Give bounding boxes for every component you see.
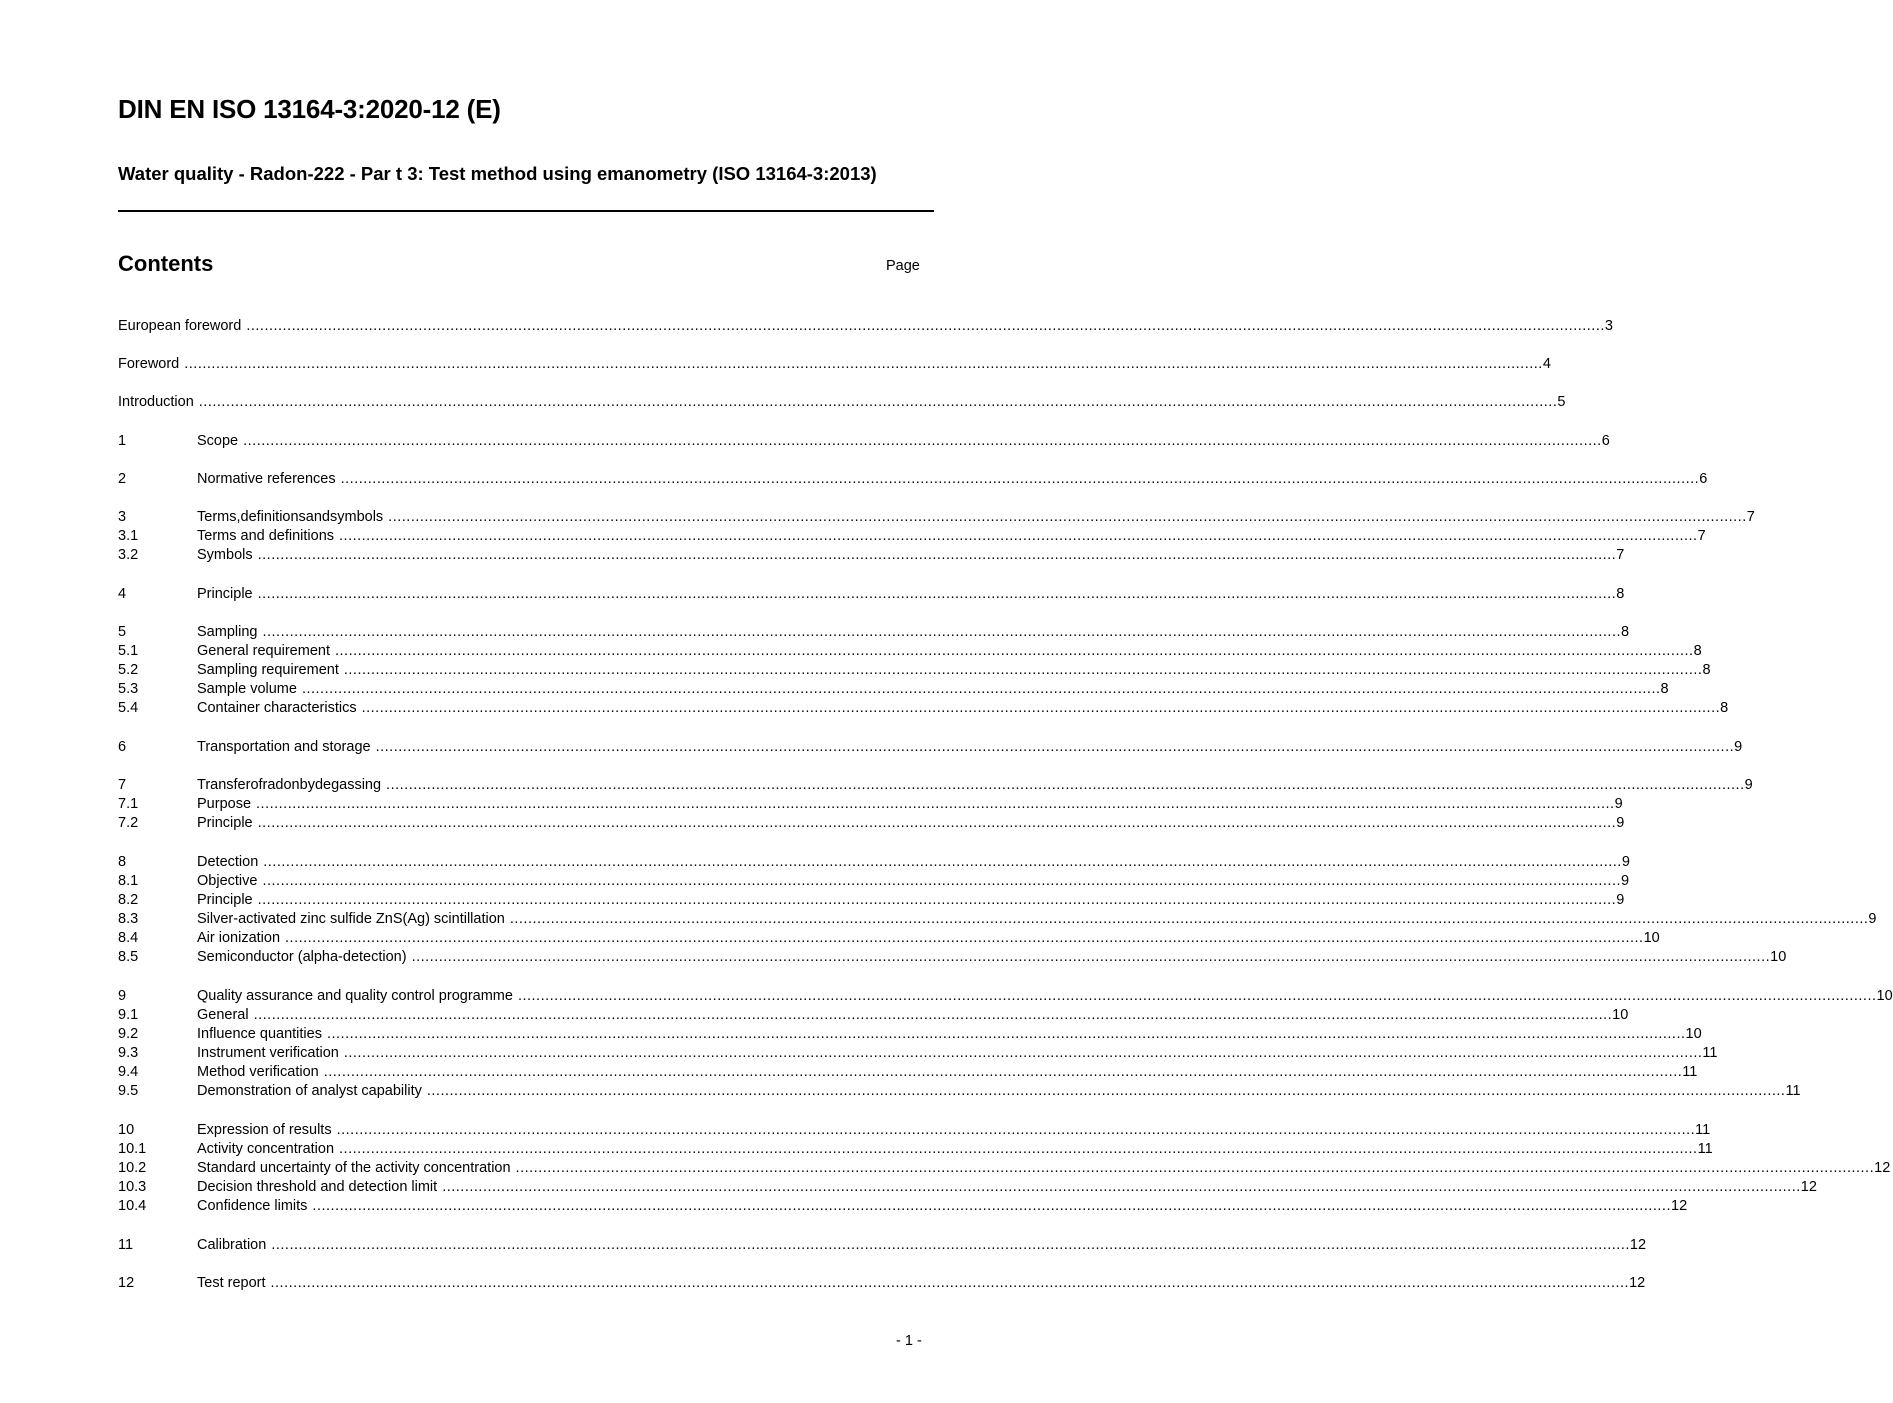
toc-entry[interactable] xyxy=(118,470,1708,489)
toc-entry-label: Influence quantities xyxy=(197,1026,322,1042)
title-divider xyxy=(118,210,934,212)
toc-entry-page: 4 xyxy=(1542,356,1551,372)
toc-entry[interactable] xyxy=(118,585,1625,604)
toc-entry[interactable] xyxy=(118,948,1787,967)
toc-entry-label: Instrument verification xyxy=(197,1045,339,1061)
toc-leader-dots: ............................................................................................................................................................................................................................................................................................................ xyxy=(262,873,1622,889)
toc-leader-dots: ............................................................................................................................................................................................................................................................................................................ xyxy=(375,739,1735,755)
toc-entry-page: 12 xyxy=(1629,1275,1646,1291)
toc-entry[interactable] xyxy=(118,317,1613,336)
toc-entry-label: Sampling xyxy=(197,624,258,640)
toc-entry[interactable] xyxy=(118,1121,1711,1140)
toc-entry-label: Transportation and storage xyxy=(197,739,371,755)
toc-entry-number: 7.2 xyxy=(118,815,139,831)
toc-entry[interactable] xyxy=(118,680,1669,699)
toc-leader-dots: ............................................................................................................................................................................................................................................................................................................ xyxy=(263,854,1622,870)
toc-entry-page: 9 xyxy=(1614,796,1623,812)
toc-entry-label: Scope xyxy=(197,433,239,449)
toc-entry[interactable] xyxy=(118,642,1702,661)
toc-entry-page: 11 xyxy=(1697,1141,1713,1157)
toc-entry-label: Activity concentration xyxy=(197,1141,335,1157)
toc-entry-page: 10 xyxy=(1876,988,1893,1004)
toc-entry-label: Demonstration of analyst capability xyxy=(197,1083,422,1099)
toc-entry-label: Confidence limits xyxy=(197,1198,308,1214)
toc-entry-number: 7 xyxy=(118,777,127,793)
toc-entry-page: 9 xyxy=(1734,739,1743,755)
toc-entry-label: Transferofradonbydegassing xyxy=(197,777,382,793)
toc-entry-page: 9 xyxy=(1616,892,1625,908)
toc-entry-number: 10.3 xyxy=(118,1179,147,1195)
toc-leader-dots: ............................................................................................................................................................................................................................................................................................................ xyxy=(340,471,1700,487)
toc-entry[interactable] xyxy=(118,355,1551,374)
toc-entry-number: 10.4 xyxy=(118,1198,147,1214)
toc-entry-number: 12 xyxy=(118,1275,135,1291)
toc-entry-page: 9 xyxy=(1616,815,1625,831)
toc-leader-dots: ............................................................................................................................................................................................................................................................................................................ xyxy=(515,1160,1875,1176)
toc-leader-dots: ............................................................................................................................................................................................................................................................................................................ xyxy=(257,547,1617,563)
toc-entry-page: 11 xyxy=(1785,1083,1801,1099)
toc-entry-number: 10 xyxy=(118,1122,135,1138)
toc-leader-dots: ............................................................................................................................................................................................................................................................................................................ xyxy=(386,777,1745,793)
toc-entry-page: 10 xyxy=(1685,1026,1702,1042)
contents-heading: Contents xyxy=(118,251,214,276)
toc-entry-number: 10.1 xyxy=(118,1141,147,1157)
toc-entry-number: 5.4 xyxy=(118,700,139,716)
document-subtitle: Water quality - Radon-222 - Par t 3: Test method using emanometry (ISO 13164-3:2013) xyxy=(118,163,877,184)
toc-entry[interactable] xyxy=(118,891,1625,910)
toc-entry-number: 8.4 xyxy=(118,930,139,946)
toc-leader-dots: ............................................................................................................................................................................................................................................................................................................ xyxy=(343,662,1703,678)
toc-entry-number: 3.1 xyxy=(118,528,139,544)
toc-entry-number: 4 xyxy=(118,586,127,602)
toc-entry[interactable] xyxy=(118,738,1743,757)
toc-entry[interactable] xyxy=(118,795,1623,814)
toc-leader-dots: ............................................................................................................................................................................................................................................................................................................ xyxy=(253,1007,1613,1023)
toc-leader-dots: ............................................................................................................................................................................................................................................................................................................ xyxy=(312,1198,1671,1214)
toc-entry-number: 9.5 xyxy=(118,1083,139,1099)
toc-entry-page: 6 xyxy=(1699,471,1708,487)
toc-leader-dots: ............................................................................................................................................................................................................................................................................................................ xyxy=(339,528,1698,544)
toc-entry-page: 12 xyxy=(1671,1198,1688,1214)
toc-leader-dots: ............................................................................................................................................................................................................................................................................................................ xyxy=(257,892,1617,908)
toc-entry-page: 11 xyxy=(1695,1122,1711,1138)
toc-entry[interactable] xyxy=(118,508,1755,527)
page-number: - 1 - xyxy=(896,1333,922,1349)
toc-entry-number: 8 xyxy=(118,854,127,870)
toc-entry-number: 9.4 xyxy=(118,1064,139,1080)
toc-entry-number: 1 xyxy=(118,433,127,449)
toc-leader-dots: ............................................................................................................................................................................................................................................................................................................ xyxy=(285,930,1644,946)
toc-entry-page: 12 xyxy=(1800,1179,1817,1195)
toc-entry-page: 3 xyxy=(1604,318,1613,334)
toc-entry-label: Terms,definitionsandsymbols xyxy=(197,509,384,525)
toc-leader-dots: ............................................................................................................................................................................................................................................................................................................ xyxy=(323,1064,1683,1080)
toc-entry[interactable] xyxy=(118,1063,1698,1082)
toc-entry-label: Foreword xyxy=(118,356,180,372)
toc-entry-label: Principle xyxy=(197,815,253,831)
toc-entry-page: 8 xyxy=(1621,624,1630,640)
toc-entry-label: Test report xyxy=(197,1275,266,1291)
toc-entry[interactable] xyxy=(118,853,1630,872)
toc-entry[interactable] xyxy=(118,393,1566,412)
toc-leader-dots: ............................................................................................................................................................................................................................................................................................................ xyxy=(517,988,1877,1004)
toc-entry-page: 9 xyxy=(1621,873,1630,889)
toc-entry-page: 9 xyxy=(1868,911,1877,927)
toc-leader-dots: ............................................................................................................................................................................................................................................................................................................ xyxy=(198,394,1558,410)
toc-entry[interactable] xyxy=(118,699,1729,718)
toc-entry-page: 10 xyxy=(1643,930,1660,946)
toc-leader-dots: ............................................................................................................................................................................................................................................................................................................ xyxy=(335,643,1694,659)
toc-entry-number: 9.3 xyxy=(118,1045,139,1061)
toc-entry-label: Objective xyxy=(197,873,258,889)
toc-leader-dots: ............................................................................................................................................................................................................................................................................................................ xyxy=(256,796,1615,812)
toc-entry-number: 5.3 xyxy=(118,681,139,697)
toc-entry-number: 2 xyxy=(118,471,127,487)
toc-entry-label: Sample volume xyxy=(197,681,297,697)
toc-entry[interactable] xyxy=(118,1082,1801,1101)
toc-entry-number: 8.5 xyxy=(118,949,139,965)
toc-entry[interactable] xyxy=(118,929,1660,948)
toc-entry-label: Terms and definitions xyxy=(197,528,335,544)
toc-entry[interactable] xyxy=(118,1274,1646,1293)
toc-leader-dots: ............................................................................................................................................................................................................................................................................................................ xyxy=(271,1237,1630,1253)
toc-entry-number: 9.1 xyxy=(118,1007,139,1023)
toc-entry-label: Normative references xyxy=(197,471,336,487)
toc-entry-label: Air ionization xyxy=(197,930,281,946)
toc-entry-number: 8.3 xyxy=(118,911,139,927)
toc-entry-label: Introduction xyxy=(118,394,194,410)
toc-leader-dots: ............................................................................................................................................................................................................................................................................................................ xyxy=(442,1179,1801,1195)
toc-leader-dots: ............................................................................................................................................................................................................................................................................................................ xyxy=(388,509,1747,525)
toc-entry[interactable] xyxy=(118,1140,1713,1159)
toc-leader-dots: ............................................................................................................................................................................................................................................................................................................ xyxy=(246,318,1605,334)
toc-entry-page: 7 xyxy=(1616,547,1625,563)
toc-entry-page: 5 xyxy=(1557,394,1566,410)
toc-entry-label: Standard uncertainty of the activity concentration xyxy=(197,1160,511,1176)
toc-entry-label: European foreword xyxy=(118,318,242,334)
toc-entry-number: 5.2 xyxy=(118,662,139,678)
toc-entry-number: 11 xyxy=(118,1237,134,1253)
toc-entry-number: 8.2 xyxy=(118,892,139,908)
toc-entry-page: 10 xyxy=(1612,1007,1629,1023)
toc-entry-label: Container characteristics xyxy=(197,700,357,716)
toc-entry[interactable] xyxy=(118,987,1893,1006)
toc-entry-page: 9 xyxy=(1744,777,1753,793)
toc-leader-dots: ............................................................................................................................................................................................................................................................................................................ xyxy=(509,911,1869,927)
toc-entry[interactable] xyxy=(118,527,1706,546)
toc-entry[interactable] xyxy=(118,661,1711,680)
toc-leader-dots: ............................................................................................................................................................................................................................................................................................................ xyxy=(257,815,1617,831)
toc-entry-page: 8 xyxy=(1660,681,1669,697)
toc-entry-label: Principle xyxy=(197,586,253,602)
toc-entry-number: 5 xyxy=(118,624,127,640)
toc-entry-label: Expression of results xyxy=(197,1122,332,1138)
toc-entry-label: Semiconductor (alpha-detection) xyxy=(197,949,407,965)
toc-entry-page: 7 xyxy=(1697,528,1706,544)
toc-entry-label: Calibration xyxy=(197,1237,267,1253)
toc-leader-dots: ............................................................................................................................................................................................................................................................................................................ xyxy=(270,1275,1630,1291)
toc-entry[interactable] xyxy=(118,1236,1647,1255)
document-title: DIN EN ISO 13164-3:2020-12 (E) xyxy=(118,94,501,124)
toc-entry-number: 9 xyxy=(118,988,127,1004)
toc-entry-label: Method verification xyxy=(197,1064,319,1080)
toc-entry-page: 12 xyxy=(1874,1160,1891,1176)
toc-entry-page: 11 xyxy=(1682,1064,1698,1080)
toc-entry-label: Quality assurance and quality control programme xyxy=(197,988,513,1004)
toc-entry[interactable] xyxy=(118,1044,1718,1063)
toc-entry-page: 8 xyxy=(1720,700,1729,716)
toc-entry-label: Detection xyxy=(197,854,259,870)
toc-entry-number: 5.1 xyxy=(118,643,139,659)
toc-entry-label: General xyxy=(197,1007,249,1023)
toc-entry[interactable] xyxy=(118,1006,1629,1025)
toc-entry-page: 11 xyxy=(1702,1045,1718,1061)
toc-leader-dots: ............................................................................................................................................................................................................................................................................................................ xyxy=(184,356,1543,372)
toc-entry[interactable] xyxy=(118,546,1625,565)
toc-leader-dots: ............................................................................................................................................................................................................................................................................................................ xyxy=(339,1141,1698,1157)
toc-entry-label: General requirement xyxy=(197,643,330,659)
toc-entry-number: 6 xyxy=(118,739,127,755)
toc-entry-label: Symbols xyxy=(197,547,253,563)
toc-entry[interactable] xyxy=(118,623,1630,642)
toc-leader-dots: ............................................................................................................................................................................................................................................................................................................ xyxy=(326,1026,1686,1042)
page-column-heading: Page xyxy=(886,258,920,274)
toc-leader-dots: ............................................................................................................................................................................................................................................................................................................ xyxy=(257,586,1617,602)
toc-entry-page: 8 xyxy=(1693,643,1702,659)
toc-leader-dots: ............................................................................................................................................................................................................................................................................................................ xyxy=(336,1122,1696,1138)
toc-entry-page: 8 xyxy=(1702,662,1711,678)
toc-entry[interactable] xyxy=(118,814,1625,833)
toc-entry-number: 3 xyxy=(118,509,127,525)
toc-entry[interactable] xyxy=(118,1178,1817,1197)
toc-entry-number: 8.1 xyxy=(118,873,139,889)
toc-entry[interactable] xyxy=(118,910,1877,929)
toc-entry-page: 8 xyxy=(1616,586,1625,602)
toc-leader-dots: ............................................................................................................................................................................................................................................................................................................ xyxy=(361,700,1721,716)
toc-leader-dots: ............................................................................................................................................................................................................................................................................................................ xyxy=(301,681,1661,697)
toc-entry[interactable] xyxy=(118,432,1610,451)
toc-entry-page: 12 xyxy=(1629,1237,1647,1253)
toc-entry-label: Decision threshold and detection limit xyxy=(197,1179,438,1195)
toc-entry-label: Sampling requirement xyxy=(197,662,339,678)
toc-entry[interactable] xyxy=(118,776,1753,795)
toc-entry[interactable] xyxy=(118,1159,1891,1178)
toc-leader-dots: ............................................................................................................................................................................................................................................................................................................ xyxy=(343,1045,1703,1061)
toc-entry-page: 9 xyxy=(1621,854,1630,870)
toc-leader-dots: ............................................................................................................................................................................................................................................................................................................ xyxy=(262,624,1622,640)
toc-entry-number: 10.2 xyxy=(118,1160,147,1176)
toc-entry-page: 10 xyxy=(1770,949,1787,965)
toc-entry[interactable] xyxy=(118,1197,1688,1216)
toc-entry[interactable] xyxy=(118,872,1630,891)
toc-leader-dots: ............................................................................................................................................................................................................................................................................................................ xyxy=(243,433,1602,449)
toc-leader-dots: ............................................................................................................................................................................................................................................................................................................ xyxy=(426,1083,1786,1099)
toc-entry[interactable] xyxy=(118,1025,1702,1044)
toc-entry-label: Principle xyxy=(197,892,253,908)
toc-entry-label: Silver-activated zinc sulfide ZnS(Ag) scintillation xyxy=(197,911,505,927)
toc-leader-dots: ............................................................................................................................................................................................................................................................................................................ xyxy=(411,949,1771,965)
toc-entry-number: 9.2 xyxy=(118,1026,139,1042)
toc-entry-page: 7 xyxy=(1746,509,1755,525)
toc-entry-number: 3.2 xyxy=(118,547,139,563)
toc-entry-number: 7.1 xyxy=(118,796,139,812)
toc-entry-page: 6 xyxy=(1601,433,1610,449)
toc-entry-label: Purpose xyxy=(197,796,252,812)
